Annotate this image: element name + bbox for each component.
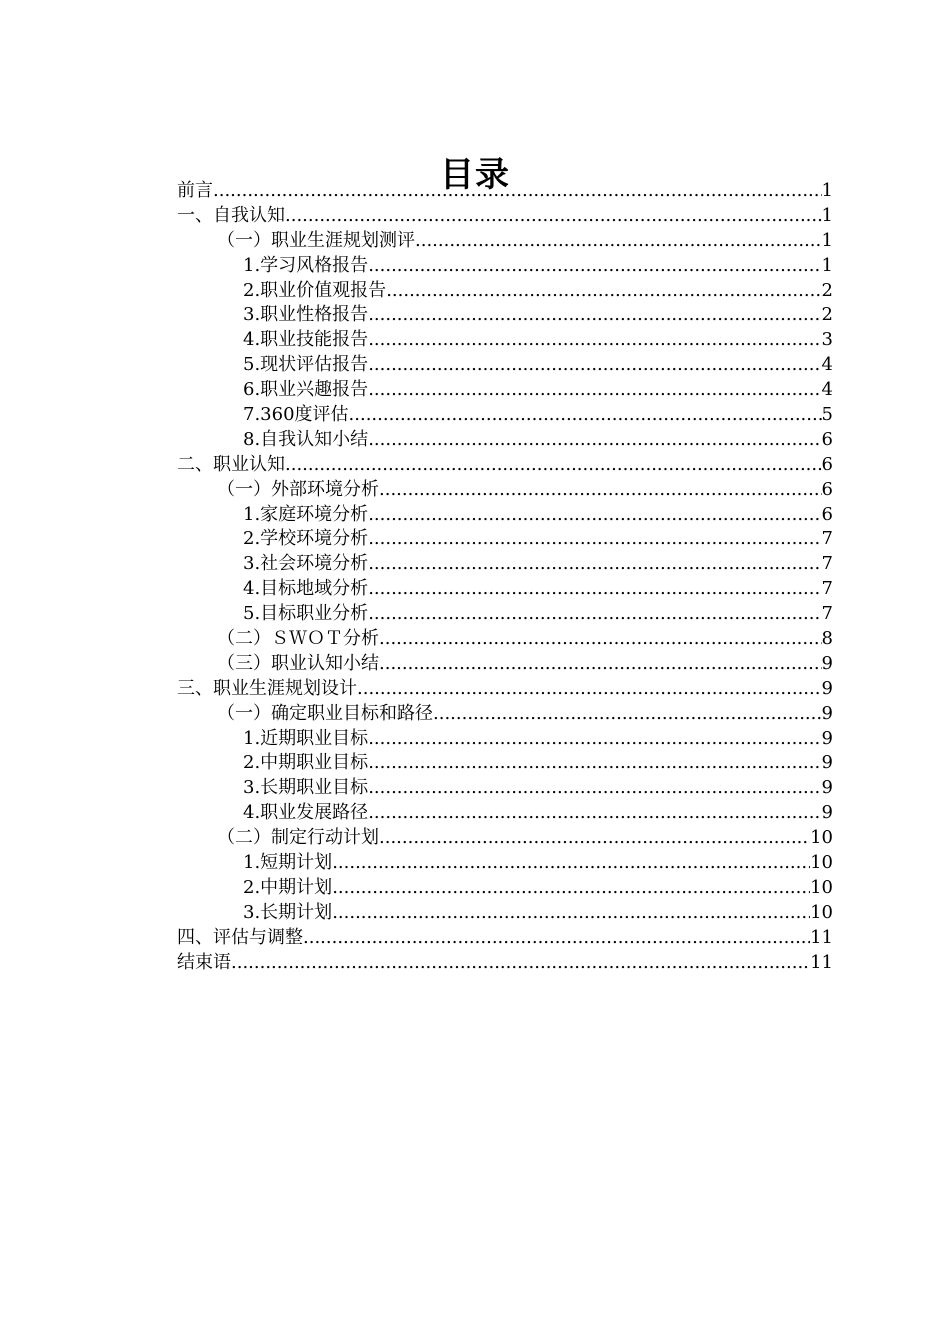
- toc-entry-page-number: 2: [821, 304, 833, 326]
- dot-leader: [379, 826, 810, 851]
- toc-entry[interactable]: [177, 876, 833, 901]
- toc-entry-page-number: 2: [821, 279, 833, 301]
- toc-entry-page-number: 1: [821, 254, 833, 276]
- toc-entry-label: 四、评估与调整: [177, 926, 303, 948]
- toc-entry[interactable]: [177, 901, 833, 926]
- toc-entry[interactable]: [177, 702, 833, 727]
- toc-entry-label: 3.职业性格报告: [243, 304, 369, 326]
- dot-leader: [368, 328, 821, 353]
- toc-entry[interactable]: [177, 577, 833, 602]
- toc-entry-label: 7.360度评估: [243, 404, 349, 426]
- toc-entry[interactable]: [177, 254, 833, 279]
- toc-entry-label: 1.短期计划: [243, 852, 333, 874]
- toc-entry-label: 3.长期职业目标: [243, 777, 369, 799]
- toc-entry[interactable]: [177, 204, 833, 229]
- dot-leader: [368, 776, 821, 801]
- dot-leader: [357, 677, 822, 702]
- toc-entry[interactable]: [177, 527, 833, 552]
- dot-leader: [368, 503, 821, 528]
- dot-leader: [285, 204, 822, 229]
- toc-entry-page-number: 9: [821, 652, 833, 674]
- toc-entry-label: （二）制定行动计划: [217, 827, 379, 849]
- dot-leader: [368, 552, 821, 577]
- toc-entry-page-number: 6: [821, 453, 833, 475]
- toc-entry-label: 2.职业价值观报告: [243, 279, 387, 301]
- dot-leader: [231, 951, 810, 976]
- dot-leader: [349, 403, 822, 428]
- toc-entry-page-number: 11: [810, 951, 833, 973]
- table-of-contents: [177, 179, 833, 976]
- toc-entry[interactable]: [177, 776, 833, 801]
- toc-entry-page-number: 7: [821, 578, 833, 600]
- dot-leader: [433, 702, 822, 727]
- dot-leader: [285, 453, 822, 478]
- toc-entry-label: （二）ＳＷＯＴ分析: [217, 628, 379, 650]
- toc-entry[interactable]: [177, 751, 833, 776]
- toc-entry-label: 5.现状评估报告: [243, 354, 369, 376]
- toc-entry-page-number: 1: [821, 180, 833, 201]
- toc-entry-page-number: 7: [821, 553, 833, 575]
- toc-entry-label: 3.长期计划: [243, 901, 333, 923]
- dot-leader: [415, 229, 822, 254]
- toc-entry-label: 4.职业发展路径: [243, 802, 369, 824]
- dot-leader: [379, 652, 822, 677]
- toc-entry-label: 一、自我认知: [177, 204, 285, 226]
- toc-entry-page-number: 4: [821, 354, 833, 376]
- toc-title: 目录: [440, 154, 510, 195]
- toc-entry[interactable]: [177, 453, 833, 478]
- dot-leader: [213, 179, 822, 204]
- dot-leader: [332, 876, 810, 901]
- toc-entry[interactable]: [177, 926, 833, 951]
- toc-entry-page-number: 3: [821, 329, 833, 351]
- toc-entry-page-number: 10: [810, 827, 833, 849]
- toc-entry-label: （三）职业认知小结: [217, 652, 379, 674]
- toc-entry-label: 8.自我认知小结: [243, 428, 369, 450]
- dot-leader: [368, 353, 821, 378]
- toc-entry-page-number: 6: [821, 428, 833, 450]
- toc-entry-label: 2.中期职业目标: [243, 752, 369, 774]
- toc-entry-page-number: 10: [810, 901, 833, 923]
- toc-entry[interactable]: [177, 602, 833, 627]
- dot-leader: [368, 527, 821, 552]
- dot-leader: [368, 727, 821, 752]
- dot-leader: [368, 751, 821, 776]
- toc-entry[interactable]: [177, 328, 833, 353]
- dot-leader: [379, 478, 822, 503]
- toc-entry-page-number: 8: [821, 628, 833, 650]
- toc-entry-label: 4.目标地域分析: [243, 578, 369, 600]
- dot-leader: [332, 901, 810, 926]
- toc-entry-page-number: 5: [821, 404, 833, 426]
- toc-entry-page-number: 9: [821, 677, 833, 699]
- toc-entry-label: 结束语: [177, 951, 231, 973]
- toc-entry-page-number: 9: [821, 777, 833, 799]
- toc-entry-label: （一）职业生涯规划测评: [217, 229, 415, 251]
- toc-entry-label: 前言: [177, 180, 213, 201]
- dot-leader: [303, 926, 810, 951]
- toc-entry-label: 3.社会环境分析: [243, 553, 369, 575]
- toc-entry-page-number: 9: [821, 802, 833, 824]
- toc-entry-label: 6.职业兴趣报告: [243, 379, 369, 401]
- dot-leader: [368, 801, 821, 826]
- dot-leader: [368, 303, 821, 328]
- toc-entry-label: 三、职业生涯规划设计: [177, 677, 357, 699]
- toc-entry-page-number: 6: [821, 478, 833, 500]
- toc-entry[interactable]: [177, 652, 833, 677]
- toc-entry[interactable]: [177, 503, 833, 528]
- dot-leader: [368, 428, 821, 453]
- toc-entry[interactable]: [177, 851, 833, 876]
- toc-entry-label: 1.家庭环境分析: [243, 503, 369, 525]
- toc-entry-page-number: 10: [810, 876, 833, 898]
- toc-entry[interactable]: [177, 403, 833, 428]
- toc-entry[interactable]: [177, 951, 833, 976]
- dot-leader: [368, 577, 821, 602]
- dot-leader: [368, 254, 821, 279]
- toc-entry-page-number: 1: [821, 229, 833, 251]
- toc-entry-label: 4.职业技能报告: [243, 329, 369, 351]
- dot-leader: [368, 602, 821, 627]
- toc-entry[interactable]: [177, 801, 833, 826]
- toc-entry-label: 1.学习风格报告: [243, 254, 369, 276]
- toc-entry-page-number: 10: [810, 852, 833, 874]
- dot-leader: [368, 378, 821, 403]
- toc-entry-page-number: 9: [821, 702, 833, 724]
- toc-entry-label: （一）确定职业目标和路径: [217, 702, 433, 724]
- toc-entry-label: 2.学校环境分析: [243, 528, 369, 550]
- dot-leader: [332, 851, 810, 876]
- toc-entry-label: 二、职业认知: [177, 453, 285, 475]
- toc-entry[interactable]: [177, 478, 833, 503]
- toc-entry-label: 2.中期计划: [243, 876, 333, 898]
- toc-entry-page-number: 9: [821, 752, 833, 774]
- toc-entry[interactable]: [177, 677, 833, 702]
- dot-leader: [379, 627, 822, 652]
- toc-entry[interactable]: [177, 303, 833, 328]
- toc-entry[interactable]: [177, 279, 833, 304]
- toc-entry[interactable]: [177, 378, 833, 403]
- toc-entry-page-number: 4: [821, 379, 833, 401]
- toc-entry[interactable]: [177, 552, 833, 577]
- dot-leader: [386, 279, 821, 304]
- toc-entry-page-number: 6: [821, 503, 833, 525]
- toc-entry[interactable]: [177, 353, 833, 378]
- toc-entry-label: （一）外部环境分析: [217, 478, 379, 500]
- toc-entry[interactable]: [177, 727, 833, 752]
- toc-entry-page-number: 7: [821, 528, 833, 550]
- toc-entry-page-number: 7: [821, 603, 833, 625]
- toc-entry[interactable]: [177, 229, 833, 254]
- toc-entry[interactable]: [177, 627, 833, 652]
- toc-entry-label: 5.目标职业分析: [243, 603, 369, 625]
- toc-entry-label: 1.近期职业目标: [243, 727, 369, 749]
- toc-entry[interactable]: [177, 179, 833, 204]
- toc-entry-page-number: 9: [821, 727, 833, 749]
- toc-entry-page-number: 1: [821, 204, 833, 226]
- toc-entry-page-number: 11: [810, 926, 833, 948]
- toc-entry[interactable]: [177, 826, 833, 851]
- toc-entry[interactable]: [177, 428, 833, 453]
